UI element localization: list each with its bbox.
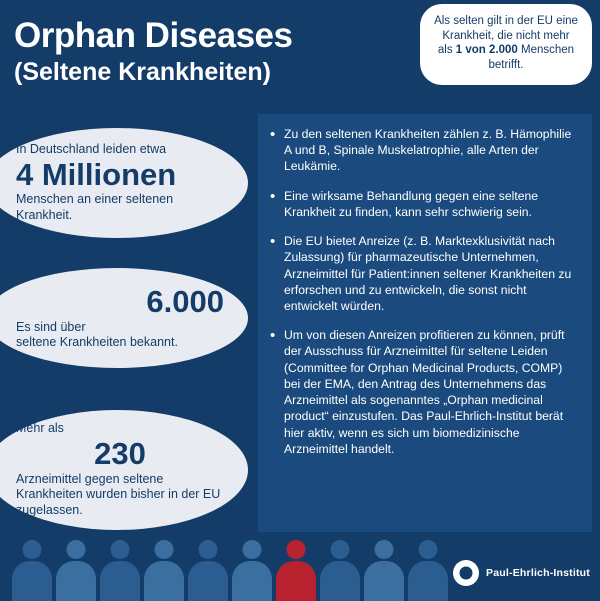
person-body-icon	[144, 561, 184, 601]
person-icon	[142, 540, 186, 600]
person-body-icon	[188, 561, 228, 601]
definition-line-1: Als selten gilt in der	[434, 15, 534, 27]
definition-bold-1: 1 von	[455, 44, 486, 57]
definition-line-2: EU eine Krankheit, die	[442, 15, 578, 42]
definition-bold-2: 2.000	[489, 44, 518, 57]
person-head-icon	[375, 540, 394, 559]
person-body-icon	[364, 561, 404, 601]
person-head-icon	[419, 540, 438, 559]
list-item: • Zu den seltenen Krankheiten zählen z. B. Hämophilie A und B, Spinale Muskelatrophie, alle Arten der Leukämie.	[268, 126, 578, 175]
person-icon	[186, 540, 230, 600]
person-icon	[318, 540, 362, 600]
logo-label: Paul-Ehrlich-Institut	[486, 567, 590, 579]
title-main: Orphan Diseases	[14, 16, 293, 55]
stat-patients-number: 4 Millionen	[16, 156, 177, 192]
facts-list	[268, 126, 578, 457]
list-item: • Eine wirksame Behandlung gegen eine seltene Krankheit zu finden, kann sehr schwierig sein.	[268, 188, 578, 220]
person-icon	[54, 540, 98, 600]
person-icon	[362, 540, 406, 600]
person-icon	[10, 540, 54, 600]
title-subtitle: (Seltene Krankheiten)	[14, 57, 272, 86]
stat-diseases-number: 6.000	[146, 284, 224, 320]
stat-card-diseases	[0, 268, 248, 368]
facts-panel	[258, 114, 592, 532]
page-title	[14, 18, 434, 86]
person-body-icon	[320, 561, 360, 601]
person-icon	[98, 540, 142, 600]
definition-callout	[420, 4, 592, 85]
stat-card-medicines	[0, 410, 248, 530]
stat-medicines-pre: Mehr als	[16, 421, 64, 436]
logo-circle-icon	[453, 560, 479, 586]
stat-medicines-number: 230	[94, 436, 146, 472]
person-body-icon	[56, 561, 96, 601]
person-head-icon	[23, 540, 42, 559]
list-item: • Die EU bietet Anreize (z. B. Marktexklusivität nach Zulassung) für pharmazeutische Unternehmen, Arzneimittel für Patient:innen seltener Krankheiten zu erforschen und zu entwickeln, die sonst nicht entwickelt würden.	[268, 233, 578, 314]
person-body-icon	[408, 561, 448, 601]
person-head-icon	[243, 540, 262, 559]
stat-card-patients	[0, 128, 248, 238]
person-head-icon	[199, 540, 218, 559]
definition-line-4: Menschen	[517, 44, 575, 57]
institute-logo	[453, 560, 590, 586]
person-body-icon	[232, 561, 272, 601]
person-body-icon	[12, 561, 52, 601]
people-illustration	[0, 532, 470, 600]
person-head-icon	[111, 540, 130, 559]
footer-band	[0, 532, 600, 600]
stat-diseases-post-2: seltene Krankheiten bekannt.	[16, 335, 178, 350]
person-icon	[230, 540, 274, 600]
person-head-icon	[287, 540, 306, 559]
definition-line-3: nicht mehr als	[437, 29, 570, 57]
list-item: • Um von diesen Anreizen profitieren zu können, prüft der Ausschuss für Arzneimittel für seltene Leiden (Committee for Orphan Medicinal Products, COMP) bei der EMA, den Antrag des Unternehmens das Arzneimittel als sogenanntes „Orphan medicinal product“ einzustufen. Das Paul-Ehrlich-Institut berät hier aktiv, wenn es sich um biomedizinische Arzneimittel handelt.	[268, 327, 578, 457]
person-body-icon	[276, 561, 316, 601]
person-icon	[406, 540, 450, 600]
definition-line-5: betrifft.	[488, 59, 524, 72]
stat-medicines-post: Arzneimittel gegen seltene Krankheiten wurden bisher in der EU zugelassen.	[16, 471, 221, 517]
person-body-icon	[100, 561, 140, 601]
person-head-icon	[331, 540, 350, 559]
stat-patients-pre: In Deutschland leiden etwa	[16, 142, 167, 157]
person-head-icon	[155, 540, 174, 559]
stat-patients-post: Menschen an einer seltenen Krankheit.	[16, 192, 174, 223]
stat-diseases-post-1: Es sind über	[16, 319, 86, 334]
person-head-icon	[67, 540, 86, 559]
person-icon-highlighted	[274, 540, 318, 600]
